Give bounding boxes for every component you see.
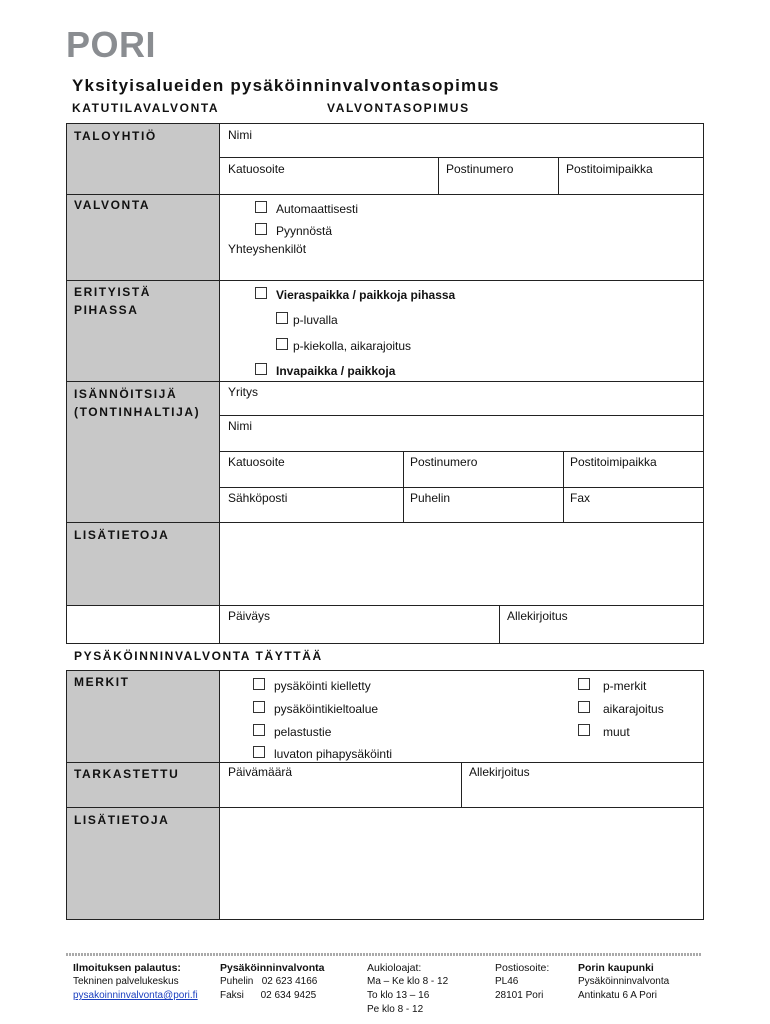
label-pelastustie: pelastustie — [274, 725, 332, 739]
field-puhelin[interactable]: Puhelin — [410, 491, 451, 505]
subtitle-katutilavalvonta: KATUTILAVALVONTA — [72, 101, 220, 115]
label-invapaikka: Invapaikka / paikkoja — [276, 364, 396, 378]
footer-pysakoinninvalvonta: Pysäköinninvalvonta Puhelin 02 623 4166 Faksi 02 634 9425 — [220, 962, 325, 1001]
field-yritys[interactable]: Yritys — [228, 385, 258, 399]
field-nimi[interactable]: Nimi — [228, 128, 252, 142]
field-paivamaara[interactable]: Päivämäärä — [228, 765, 293, 779]
label-vieraspaikka: Vieraspaikka / paikkoja pihassa — [276, 288, 456, 302]
field-katuosoite[interactable]: Katuosoite — [228, 162, 285, 176]
footer-email-link[interactable]: pysakoinninvalvonta@pori.fi — [73, 990, 198, 1001]
checkbox-p-luvalla[interactable] — [276, 312, 288, 324]
section-tarkastettu: TARKASTETTU — [74, 767, 180, 781]
checkbox-pyynnosta[interactable] — [255, 223, 267, 235]
checkbox-vieraspaikka[interactable] — [255, 287, 267, 299]
field-katuosoite-isannoitsija[interactable]: Katuosoite — [228, 455, 285, 469]
section-merkit: MERKIT — [74, 675, 130, 689]
footer-divider — [66, 953, 702, 956]
checkbox-p-merkit[interactable] — [578, 678, 590, 690]
field-yhteyshenkilot[interactable]: Yhteyshenkilöt — [228, 242, 307, 256]
checkbox-automaattisesti[interactable] — [255, 201, 267, 213]
checkbox-p-kiekolla[interactable] — [276, 338, 288, 350]
label-automaattisesti: Automaattisesti — [276, 202, 359, 216]
footer-palautus: Ilmoituksen palautus: Tekninen palvelukeskus pysakoinninvalvonta@pori.fi — [73, 962, 198, 1001]
section-taloyhtio: TALOYHTIÖ — [74, 129, 157, 143]
section-lisatietoja: LISÄTIETOJA — [74, 528, 170, 542]
lower-label-column — [67, 671, 219, 919]
footer-postiosoite: Postiosoite: PL46 28101 Pori — [495, 962, 550, 1001]
footer-aukioloajat: Aukioloajat: Ma – Ke klo 8 - 12 To klo 13 – 16 Pe klo 8 - 12 — [367, 962, 449, 1015]
checkbox-pysakointi-kielletty[interactable] — [253, 678, 265, 690]
footer-porin-kaupunki: Porin kaupunki Pysäköinninvalvonta Antinkatu 6 A Pori — [578, 962, 670, 1001]
field-postitoimipaikka[interactable]: Postitoimipaikka — [566, 162, 653, 176]
label-pysakointikieltoalue: pysäköintikieltoalue — [274, 702, 379, 716]
field-allekirjoitus-tarkastettu[interactable]: Allekirjoitus — [469, 765, 530, 779]
label-muut: muut — [603, 725, 630, 739]
checkbox-luvaton-pihapysakointi[interactable] — [253, 746, 265, 758]
section-erityista: ERITYISTÄ PIHASSA — [74, 285, 152, 317]
checkbox-pysakointikieltoalue[interactable] — [253, 701, 265, 713]
field-postinumero[interactable]: Postinumero — [446, 162, 514, 176]
form-title: Yksityisalueiden pysäköinninvalvontasopimus — [72, 76, 500, 95]
label-pysakointi-kielletty: pysäköinti kielletty — [274, 679, 371, 693]
field-nimi-isannoitsija[interactable]: Nimi — [228, 419, 252, 433]
checkbox-pelastustie[interactable] — [253, 724, 265, 736]
section-valvonta: VALVONTA — [74, 198, 151, 212]
section-isannoitsija: ISÄNNÖITSIJÄ (TONTINHALTIJA) — [74, 387, 201, 419]
field-allekirjoitus[interactable]: Allekirjoitus — [507, 609, 568, 623]
checkbox-aikarajoitus[interactable] — [578, 701, 590, 713]
field-postitoimipaikka-isannoitsija[interactable]: Postitoimipaikka — [570, 455, 657, 469]
field-paivays[interactable]: Päiväys — [228, 609, 271, 623]
section-valvonta-tayttaa: PYSÄKÖINNINVALVONTA TÄYTTÄÄ — [74, 649, 323, 663]
label-p-luvalla: p-luvalla — [293, 313, 338, 327]
checkbox-invapaikka[interactable] — [255, 363, 267, 375]
field-postinumero-isannoitsija[interactable]: Postinumero — [410, 455, 478, 469]
pori-logo: PORI — [66, 24, 157, 65]
field-sahkoposti[interactable]: Sähköposti — [228, 491, 288, 505]
subtitle-valvontasopimus: VALVONTASOPIMUS — [327, 101, 470, 115]
label-pyynnosta: Pyynnöstä — [276, 224, 333, 238]
checkbox-muut[interactable] — [578, 724, 590, 736]
field-fax[interactable]: Fax — [570, 491, 591, 505]
section-lisatietoja-2: LISÄTIETOJA — [74, 813, 170, 827]
label-aikarajoitus: aikarajoitus — [603, 702, 664, 716]
label-luvaton-pihapysakointi: luvaton pihapysäköinti — [274, 747, 393, 761]
label-p-merkit: p-merkit — [603, 679, 647, 693]
label-p-kiekolla: p-kiekolla, aikarajoitus — [293, 339, 412, 353]
